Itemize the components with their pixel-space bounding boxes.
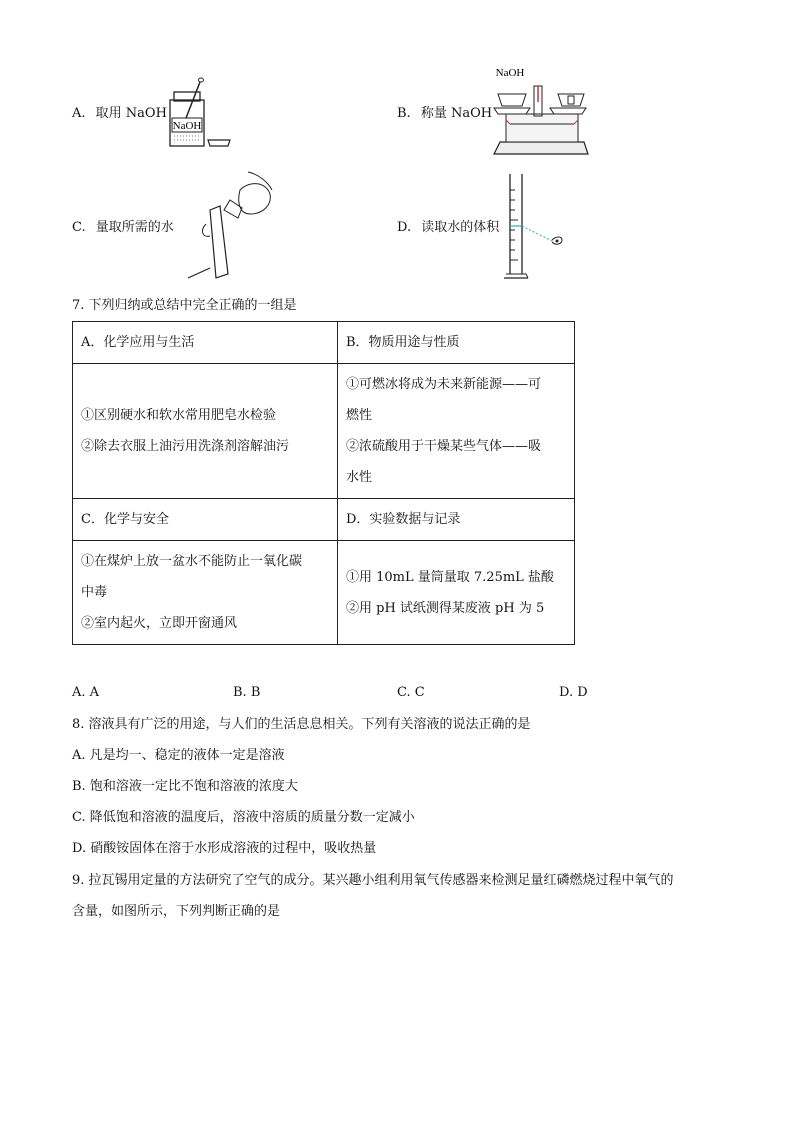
cell-b-header: B．物质用途与性质	[338, 322, 575, 364]
option-letter: D.	[397, 220, 412, 235]
cell-line: 中毒	[81, 585, 108, 600]
cell-line: ②用 pH 试纸测得某废液 pH 为 5	[346, 600, 545, 616]
balance-scale-illustration	[488, 62, 594, 158]
q8-option-d[interactable]: D. 硝酸铵固体在溶于水形成溶液的过程中，吸收热量	[72, 841, 377, 856]
naoh-bottle-illustration	[164, 78, 238, 150]
cell-line: ①区别硬水和软水常用肥皂水检验	[81, 408, 277, 423]
option-text: 量取所需的水	[95, 220, 174, 235]
q6-option-c[interactable]	[72, 220, 174, 236]
option-letter: C.	[72, 220, 86, 235]
q9-stem-line1: 9. 拉瓦锡用定量的方法研究了空气的成分。某兴趣小组利用氧气传感器来检测足量红磷燃烧过程中氧气的	[72, 873, 674, 888]
q7-choice-c[interactable]: C. C	[397, 685, 425, 700]
cell-line: ①可燃冰将成为未来新能源——可	[346, 377, 542, 392]
cell-line: 燃性	[346, 408, 373, 423]
q8-option-a[interactable]: A. 凡是均一、稳定的液体一定是溶液	[72, 748, 285, 763]
graduated-cylinder-reading-illustration	[500, 170, 570, 286]
cell-line: ①用 10mL 量筒量取 7.25mL 盐酸	[346, 569, 554, 585]
q7-stem: 7. 下列归纳或总结中完全正确的一组是	[72, 298, 297, 313]
q7-choice-b[interactable]: B. B	[233, 685, 261, 700]
cell-line: ②浓硫酸用于干燥某些气体——吸	[346, 439, 542, 454]
cell-d-header: D．实验数据与记录	[338, 499, 575, 541]
option-text: 读取水的体积	[421, 220, 500, 235]
q7-choice-a[interactable]: A. A	[72, 685, 100, 700]
q8-option-c[interactable]: C. 降低饱和溶液的温度后，溶液中溶质的质量分数一定减小	[72, 810, 415, 825]
cell-line: ①在煤炉上放一盆水不能防止一氧化碳	[81, 554, 303, 569]
cell-c-body	[73, 541, 338, 645]
cell-d-body	[338, 541, 575, 645]
q9-stem-line2: 含量，如图所示，下列判断正确的是	[72, 904, 281, 919]
cell-line: 水性	[346, 470, 373, 485]
bottle-label: NaOH	[172, 120, 202, 132]
option-letter: B.	[397, 106, 411, 121]
option-text: 称量 NaOH	[420, 106, 493, 121]
option-text: 取用 NaOH	[95, 106, 167, 121]
cell-b-body	[338, 364, 575, 499]
q6-option-d[interactable]	[397, 220, 499, 236]
cell-line: ②除去衣服上油污用洗涤剂溶解油污	[81, 439, 290, 454]
cell-a-header: A．化学应用与生活	[73, 322, 338, 364]
cell-line: ②室内起火，立即开窗通风	[81, 616, 238, 631]
q6-option-b[interactable]	[397, 106, 492, 122]
q7-table	[72, 321, 575, 645]
cell-a-body	[73, 364, 338, 499]
q7-choice-d[interactable]: D. D	[559, 685, 588, 700]
pouring-water-illustration	[180, 170, 278, 282]
q8-stem: 8. 溶液具有广泛的用途，与人们的生活息息相关。下列有关溶液的说法正确的是	[72, 717, 531, 732]
q6-option-a[interactable]	[72, 106, 167, 122]
option-letter: A.	[72, 106, 86, 121]
scale-label: NaOH	[495, 67, 525, 79]
q8-option-b[interactable]: B. 饱和溶液一定比不饱和溶液的浓度大	[72, 779, 298, 794]
cell-c-header: C．化学与安全	[73, 499, 338, 541]
